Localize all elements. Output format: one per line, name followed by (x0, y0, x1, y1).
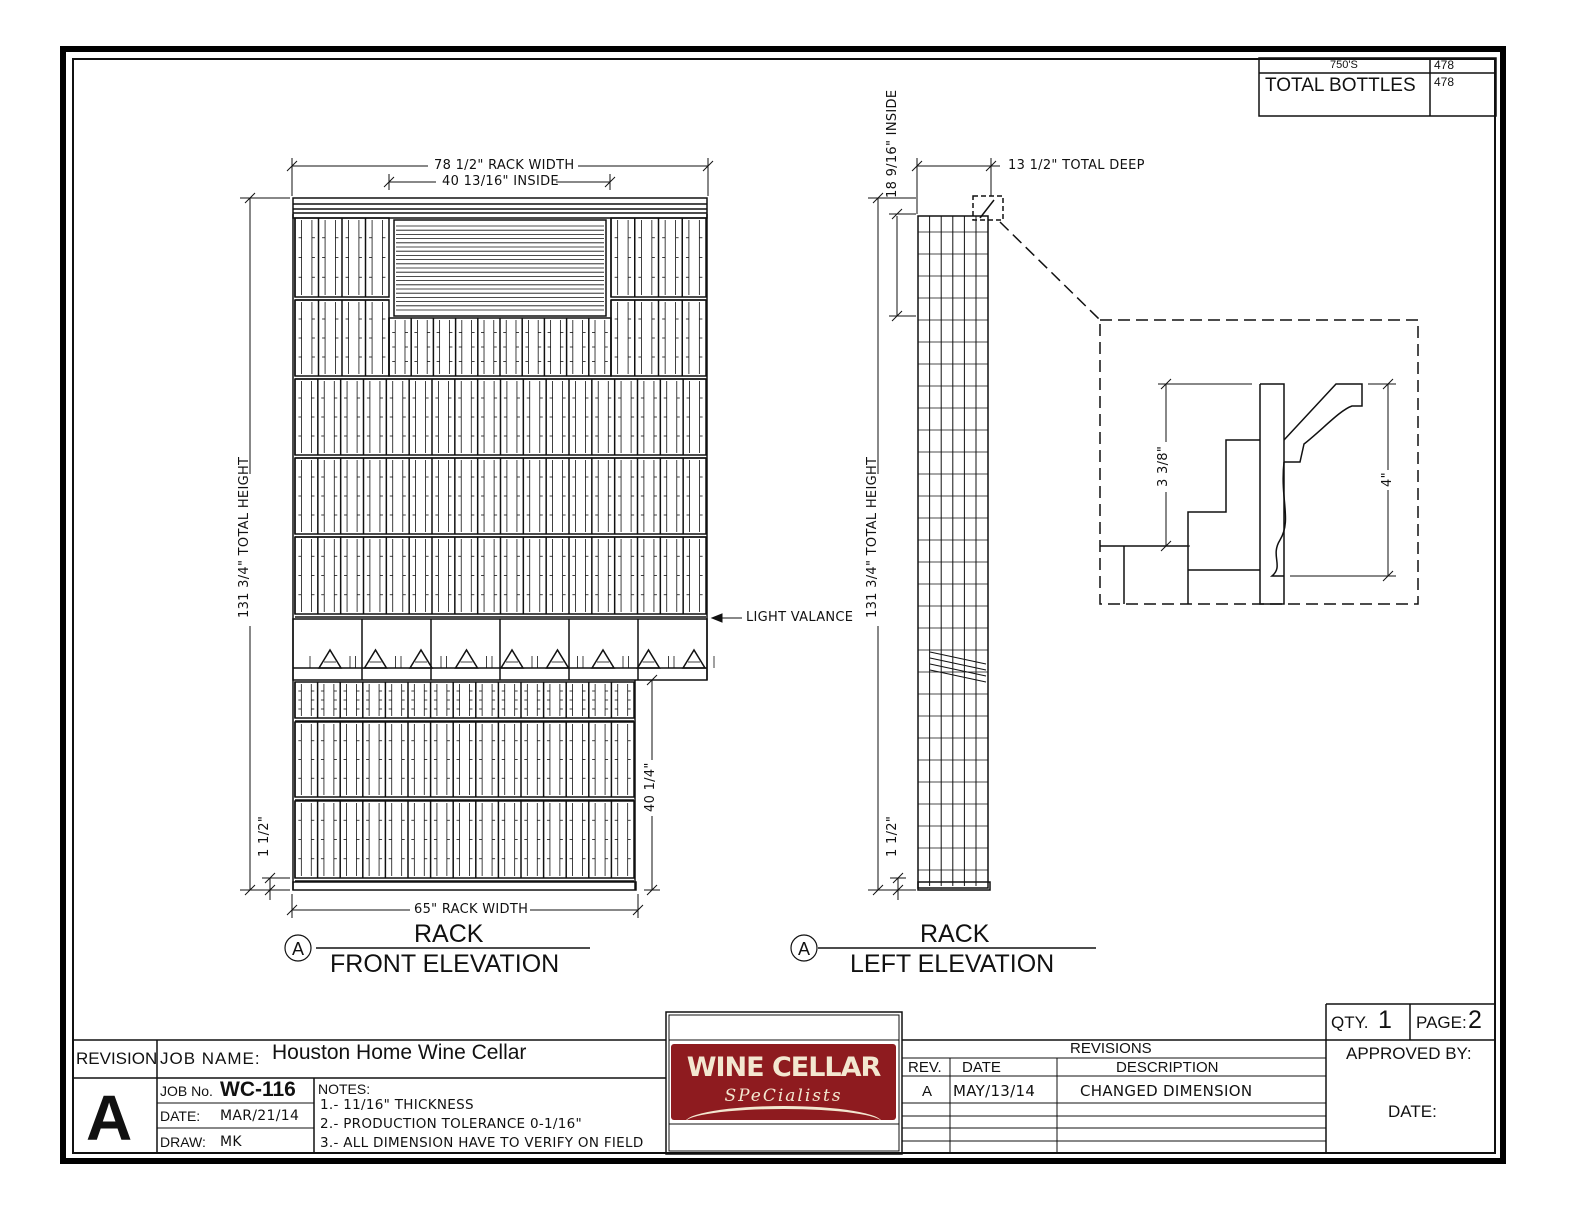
bottle-display-holder (365, 650, 387, 668)
date-value: MAR/21/14 (220, 1108, 300, 1124)
description-column-header: DESCRIPTION (1116, 1059, 1219, 1076)
bottle-type-count: 478 (1434, 58, 1455, 72)
display-slant (930, 658, 986, 670)
detail-leader (1000, 222, 1100, 320)
dim-front-total-height: 131 3/4" TOTAL HEIGHT (237, 456, 252, 618)
detail-frame (1100, 320, 1418, 604)
job-name-label: JOB NAME: (160, 1049, 261, 1068)
rev-column-header: REV. (908, 1059, 942, 1076)
revisions-title: REVISIONS (1070, 1040, 1152, 1057)
side-title-top: RACK (920, 920, 990, 948)
rev-row-1-rev: A (922, 1083, 933, 1100)
wine-cellar-specialists-logo (671, 1044, 896, 1120)
dim-detail-right: 4" (1380, 472, 1395, 487)
dimension-lines (237, 158, 1396, 961)
notes-label: NOTES: (318, 1081, 371, 1097)
bottle-display-holder (592, 650, 614, 668)
crown-molding-profile (1284, 384, 1362, 462)
job-no-label: JOB No. (160, 1083, 213, 1099)
dim-side-base: 1 1/2" (885, 815, 900, 857)
qty-label: QTY. (1331, 1013, 1369, 1032)
bottle-display-holder (547, 650, 569, 668)
title-block-grid (72, 58, 1496, 1154)
note-2: 2.- PRODUCTION TOLERANCE 0-1/16" (320, 1116, 583, 1132)
total-bottles-label: TOTAL BOTTLES (1265, 75, 1416, 96)
front-title-bottom: FRONT ELEVATION (330, 950, 560, 978)
bottle-display-holder (683, 650, 705, 668)
display-slant (930, 664, 986, 676)
bottle-display-holder (410, 650, 432, 668)
side-base (918, 882, 990, 890)
note-3: 3.- ALL DIMENSION HAVE TO VERIFY ON FIELD (320, 1135, 644, 1151)
crown-molding (293, 198, 707, 218)
display-slant (930, 652, 986, 664)
leader-arrow (712, 614, 722, 622)
dim-rack-width: 78 1/2" RACK WIDTH (434, 158, 575, 173)
logo-swoosh (685, 1106, 882, 1120)
front-view-marker: A (292, 939, 305, 959)
note-1: 1.- 11/16" THICKNESS (320, 1097, 474, 1113)
logo-subtitle: SPeCialists (724, 1086, 843, 1106)
dim-lower-height: 40 1/4" (643, 762, 658, 812)
revision-letter: A (86, 1082, 133, 1154)
light-valance-label: LIGHT VALANCE (746, 610, 854, 625)
bottle-display-holder (638, 650, 660, 668)
job-no-value: WC-116 (220, 1078, 296, 1101)
logo-title: WINE CELLAR (686, 1052, 881, 1083)
bottle-display-holder (319, 650, 341, 668)
dim-side-inside-height: 18 9/16" INSIDE (885, 89, 900, 198)
bottle-display-holder (456, 650, 478, 668)
bottle-type-label: 750'S (1330, 59, 1358, 71)
date-label: DATE: (160, 1108, 201, 1124)
left-elevation-rack (918, 196, 1003, 890)
total-bottles-count: 478 (1434, 75, 1455, 89)
side-view-marker: A (798, 939, 811, 959)
job-name-value: Houston Home Wine Cellar (272, 1041, 527, 1064)
approved-by-label: APPROVED BY: (1346, 1044, 1472, 1063)
qty-value: 1 (1378, 1006, 1392, 1034)
revision-label: REVISION (76, 1049, 158, 1068)
approved-date-label: DATE: (1388, 1102, 1437, 1121)
page-label: PAGE: (1416, 1013, 1467, 1032)
bottle-display-holder (501, 650, 523, 668)
molding-detail (1000, 222, 1418, 604)
dim-total-deep: 13 1/2" TOTAL DEEP (1008, 158, 1145, 173)
draw-value: MK (220, 1134, 242, 1150)
front-title-top: RACK (414, 920, 484, 948)
detail-stile (1260, 384, 1284, 604)
rev-row-1-date: MAY/13/14 (953, 1082, 1036, 1100)
side-title-bottom: LEFT ELEVATION (850, 950, 1055, 978)
dim-lower-width: 65" RACK WIDTH (414, 902, 529, 917)
draw-label: DRAW: (160, 1134, 206, 1150)
date-column-header: DATE (962, 1059, 1001, 1076)
dim-inside-width: 40 13/16" INSIDE (442, 174, 559, 189)
detail-step-profile (1100, 440, 1260, 546)
dim-front-base: 1 1/2" (257, 815, 272, 857)
dim-side-total-height: 131 3/4" TOTAL HEIGHT (865, 456, 880, 618)
page-value: 2 (1468, 1006, 1482, 1034)
dim-detail-left: 3 3/8" (1156, 445, 1171, 487)
rev-row-1-desc: CHANGED DIMENSION (1080, 1082, 1253, 1100)
rack-base (293, 882, 636, 890)
